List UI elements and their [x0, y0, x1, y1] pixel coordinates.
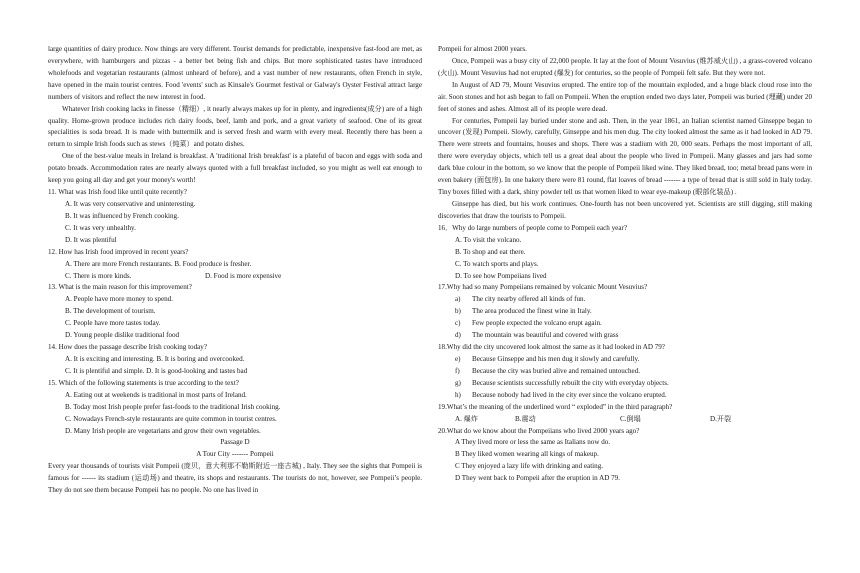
question-14: [48, 342, 422, 378]
option: [438, 330, 812, 342]
question-11: [48, 187, 422, 247]
option: B.震动: [515, 414, 536, 423]
option: D They went back to Pompeii after the eruption in AD 79.: [455, 474, 620, 483]
question-13: [48, 282, 422, 342]
option: C. There is more kinds.: [65, 271, 132, 280]
option: A. There are more French restaurants. B. Food produce is fresher.: [65, 259, 252, 268]
option-row: [48, 271, 422, 283]
option: C. It was very unhealthy.: [65, 223, 136, 232]
question-17: [438, 282, 812, 342]
option: D. Food is more expensive: [205, 271, 282, 280]
passage-c-paragraph-3: One of the best-value meals in Ireland is breakfast. A 'traditional Irish breakfast' is a plateful of bacon and eggs with soda and potato breads. Accommodation rates are nearly always quoted with a full breakfast included, so you might as well eat enough to keep you going all day and get your money's worth!: [48, 152, 422, 185]
passage-d-paragraph-1: Every year thousands of tourists visit Pompeii (庞贝，意大利那不勒斯附近一座古城) , Italy. They see the sights that Pompeii is famous for ------ its stadium (运动场) and theatre, its shops and restaurants. The tourists do not, however, see Pompeii’s people. They do not see them because Pompeii has no people. No one has lived in: [48, 462, 422, 495]
option: C. To watch sports and plays.: [455, 259, 539, 268]
question-stem: 20.What do we know about the Pompeiians who lived 2000 years ago?: [438, 426, 640, 435]
question-stem: 18.Why did the city uncovered look almost the same as it had looked in AD 79?: [438, 343, 665, 352]
option: D. Many Irish people are vegetarians and grow their own vegetables.: [65, 426, 261, 435]
question-stem: 11. What was Irish food like until quite recently?: [48, 188, 187, 197]
option-row: [438, 414, 812, 426]
question-stem: 15. Which of the following statements is true according to the text?: [48, 378, 239, 387]
option: C They enjoyed a lazy life with drinking and eating.: [455, 462, 604, 471]
option-text: Because scientists successfully rebuilt the city with everyday objects.: [472, 378, 669, 387]
option: D. To see how Pompeiians lived: [455, 271, 547, 280]
option: [438, 318, 812, 330]
passage-d-paragraph-2: Once, Pompeii was a busy city of 22,000 people. It lay at the foot of Mount Vesuvius (维苏威火山) , a grass-covered volcano (火山). Mount Vesuvius had not erupted (爆发) for centuries, so the people of Pompeii felt safe. But they were not.: [438, 56, 812, 77]
option-letter: d): [455, 331, 461, 340]
option: B. Today most Irish people prefer fast-foods to the traditional Irish cooking.: [65, 402, 281, 411]
option-text: Because nobody had lived in the city ever since the volcano erupted.: [472, 390, 667, 399]
option: B. It was influenced by French cooking.: [65, 211, 179, 220]
option: C. People have more tastes today.: [65, 319, 161, 328]
passage-label: Passage D: [220, 438, 250, 447]
option: C. Nowadays French-style restaurants are quite common in tourist centres.: [65, 414, 277, 423]
option-letter: f): [455, 366, 460, 375]
option: B They liked women wearing all kings of makeup.: [455, 450, 599, 459]
question-16: [438, 223, 812, 283]
question-stem: 13. What is the main reason for this improvement?: [48, 283, 192, 292]
question-19: [438, 402, 812, 426]
option-letter: g): [455, 378, 461, 387]
question-stem: 16．Why do large numbers of people come to Pompeii each year?: [438, 223, 627, 232]
option-text: Because Ginseppe and his men dug it slowly and carefully.: [472, 354, 640, 363]
option: B. To shop and eat there.: [455, 247, 526, 256]
question-stem: 14. How does the passage describe Irish cooking today?: [48, 343, 207, 352]
option: D. Young people dislike traditional food: [65, 331, 180, 340]
question-stem: 19.What’s the meaning of the underlined word “ exploded” in the third paragraph?: [438, 402, 673, 411]
option-text: The mountain was beautiful and covered with grass: [472, 331, 619, 340]
option-letter: a): [455, 295, 461, 304]
passage-c-paragraph-1: large quantities of dairy produce. Now things are very different. Tourist demands for predictable, inexpensive fast-food are met, as everywhere, with hamburgers and pizzas - a better bet being fish and chips. But more sophisticated tastes have introduced wholefoods and vegetarian restaurants (almost unheard of before), and a vast number of new restaurants, often French in style, have opened in the main tourist centres. Food 'events' such as Kinsale's Gourmet festival or Galway's Oyster Festival attract large numbers of visitors and reflect the new interest in food.: [48, 45, 422, 101]
option: [438, 366, 812, 378]
question-stem: 17.Why had so many Pompeiians remained by volcanic Mount Vesuvius?: [438, 283, 648, 292]
option: [438, 354, 812, 366]
option-letter: c): [455, 319, 461, 328]
option: A. People have more money to spend.: [65, 295, 173, 304]
option: [438, 294, 812, 306]
option: A. It was very conservative and uninteresting.: [65, 199, 196, 208]
option: [438, 306, 812, 318]
question-stem: 12. How has Irish food improved in recent years?: [48, 247, 189, 256]
question-12: [48, 247, 422, 283]
option: C.倒塌: [620, 414, 641, 423]
option: A. 爆炸: [455, 414, 478, 423]
question-15: [48, 378, 422, 438]
option-text: The area produced the finest wine in Italy.: [472, 307, 592, 316]
passage-title: A Tour City ------- Pompeii: [196, 450, 274, 459]
option: A They lived more or less the same as Italians now do.: [455, 438, 611, 447]
option: [438, 390, 812, 402]
passage-c-paragraph-2: Whatever Irish cooking lacks in finesse（精细）, it nearly always makes up for in plenty, and ingredients(成分) are of a high quality. Home-grown produce includes rich dairy foods, beef, lamb and pork, and a great variety of seafood. One of its great specialities is soda bread. It is made with buttermilk and is served fresh and warm with every meal. Recently there has been a return to simple Irish foods such as stews（炖菜）and potato dishes.: [48, 104, 422, 149]
right-column: [438, 44, 812, 485]
option-text: The city nearby offered all kinds of fun.: [472, 295, 586, 304]
option: B. The development of tourism.: [65, 307, 156, 316]
option-letter: e): [455, 354, 461, 363]
question-18: [438, 342, 812, 402]
passage-d-continuation: Pompeii for almost 2000 years.: [438, 45, 527, 53]
option: A. To visit the volcano.: [455, 235, 522, 244]
left-column: [48, 44, 422, 497]
passage-d-paragraph-4: For centuries, Pompeii lay buried under stone and ash. Then, in the year 1861, an Italian scientist named Ginseppe began to uncover (发现) Pompeii. Slowly, carefully, Ginseppe and his men dug. The city looked almost the same as it had looked in AD 79. There were streets and fountains, houses and shops. There was a stadium with 20, 000 seats. Perhaps the most important of all, there were everyday objects, which tell us a great deal about the people who lived in Pompeii. Many glasses and jars had some dark blue colour in the bottom, so we know that the people of Pompeii liked wine. They liked bread, too; metal bread pans were in even bakery (面包房). In one bakery there were 81 round, flat loaves of bread ------- a type of bread that is still sold in Italy today. Tiny boxes filled with a dark, shiny powder tell us that women liked to wear eye-makeup (眼部化装品) .: [438, 116, 812, 197]
option-letter: b): [455, 307, 461, 316]
option: D.开裂: [710, 414, 732, 423]
option: D. It was plentiful: [65, 235, 117, 244]
question-20: [438, 426, 812, 486]
option: [438, 378, 812, 390]
passage-d-paragraph-5: Ginseppe has died, but his work continues. One-fourth has not been uncovered yet. Scientists are still digging, still making discoveries that draw the tourists to Pompeii.: [438, 199, 812, 220]
passage-d-paragraph-3: In August of AD 79, Mount Vesuvius erupted. The entire top of the mountain exploded, and a huge black cloud rose into the air. Soon stones and hot ash began to fall on Pompeii. When the eruption ended two days later, Pompeii was buried (埋藏) under 20 feet of stones and ashes. Almost all of its people were dead.: [438, 80, 812, 113]
option-text: Because the city was buried alive and remained untouched.: [472, 366, 641, 375]
option-letter: h): [455, 390, 461, 399]
option: C. It is plentiful and simple. D. It is good-looking and tastes bad: [65, 366, 248, 375]
option-text: Few people expected the volcano erupt again.: [472, 319, 602, 328]
option: A. Eating out at weekends is traditional in most parts of Ireland.: [65, 390, 247, 399]
option: A. It is exciting and interesting. B. It is boring and overcooked.: [65, 354, 245, 363]
